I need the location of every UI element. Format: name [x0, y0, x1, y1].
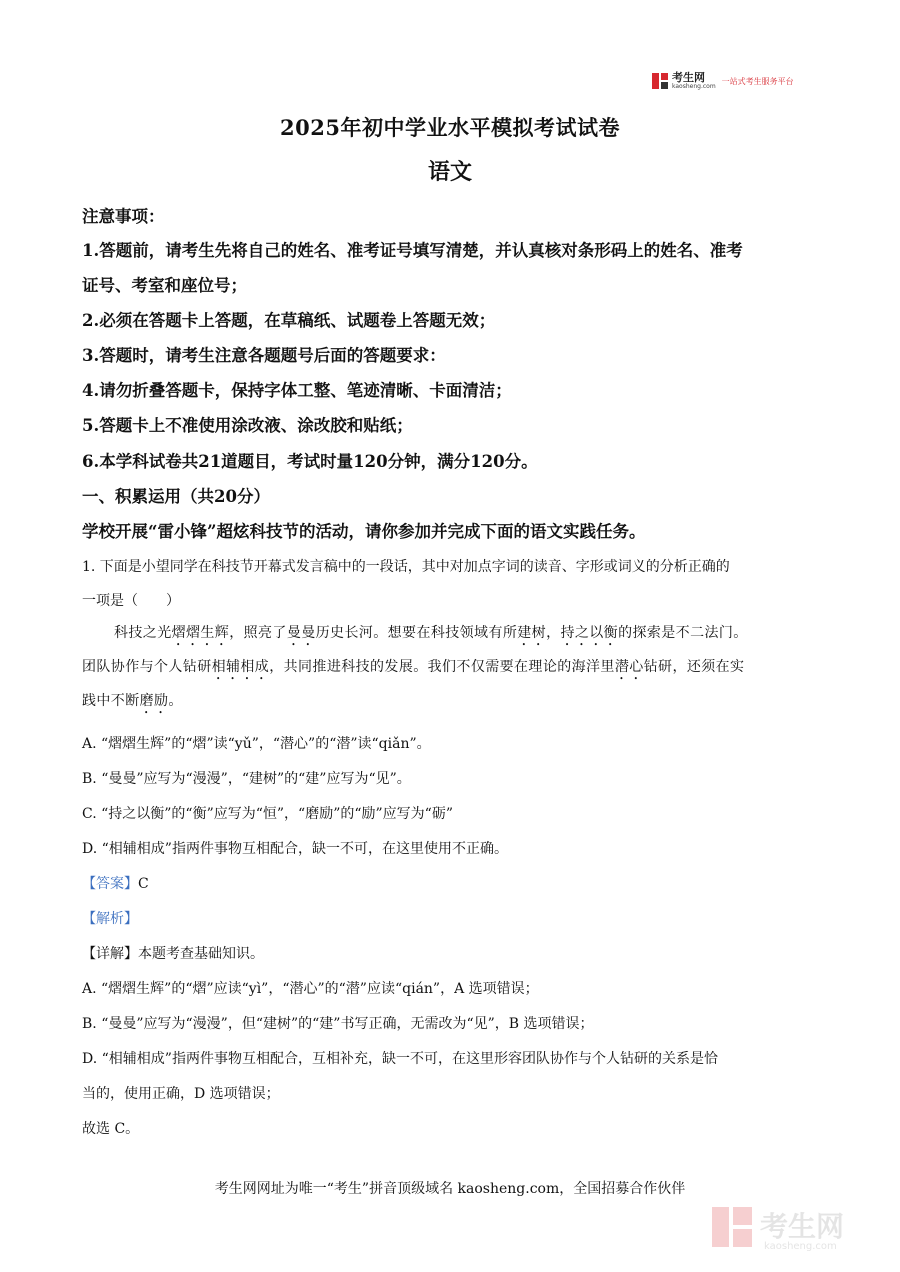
analysis-tag: 【解析】	[82, 911, 138, 927]
dotted-word: 曼曼	[286, 625, 316, 641]
option-b: B. “曼曼”应写为“漫漫”，“建树”的“建”应写为“见”。	[82, 771, 411, 787]
dotted-word: 熠熠生辉	[171, 625, 230, 641]
notice-item: 3.答题时，请考生注意各题题号后面的答题要求：	[82, 346, 446, 365]
dotted-word: 持之以衡	[560, 625, 619, 641]
option-a: A. “熠熠生辉”的“熠”读“yǔ”，“潜心”的“潜”读“qiǎn”。	[82, 736, 431, 752]
answer-line	[82, 873, 822, 893]
option-d: D. “相辅相成”指两件事物互相配合，缺一不可，在这里使用不正确。	[82, 841, 508, 857]
dotted-word: 潜心	[614, 659, 644, 675]
notice-item: 1.答题前，请考生先将自己的姓名、准考证号填写清楚，并认真核对条形码上的姓名、准考	[82, 241, 743, 260]
logo-text	[672, 72, 716, 90]
task-intro: 学校开展“雷小锋”超炫科技节的活动，请你参加并完成下面的语文实践任务。	[82, 522, 646, 541]
footer-text: 考生网网址为唯一“考生”拼音顶级域名 kaosheng.com，全国招募合作伙伴	[214, 1181, 686, 1197]
logo-name: 考生网	[672, 71, 705, 84]
question-stem: 1. 下面是小望同学在科技节开幕式发言稿中的一段话，其中对加点字词的读音、字形或词义的分析正确的	[82, 559, 730, 575]
notice-item: 4.请勿折叠答题卡，保持字体工整、笔迹清晰、卡面清洁；	[82, 381, 512, 400]
passage-line: 科技之光熠熠生辉，照亮了曼曼历史长河。想要在科技领域有所建树，持之以衡的探索是不二法门。	[114, 625, 748, 641]
logo-slogan: 一站式考生服务平台	[721, 76, 794, 86]
detail-line: B. “曼曼”应写为“漫漫”，但“建树”的“建”书写正确，无需改为“见”，B 选项错误；	[82, 1016, 594, 1032]
notice-item: 2.必须在答题卡上答题，在草稿纸、试题卷上答题无效；	[82, 311, 496, 330]
notice-item: 5.答题卡上不准使用涂改液、涂改胶和贴纸；	[82, 416, 413, 435]
answer-value: C	[138, 876, 149, 892]
watermark	[712, 1205, 882, 1255]
detail-line: 故选 C。	[82, 1121, 140, 1137]
passage-line: 团队协作与个人钻研相辅相成，共同推进科技的发展。我们不仅需要在理论的海洋里潜心钻研，还须在实	[82, 659, 745, 675]
passage-line: 践中不断磨励。	[82, 693, 183, 709]
dotted-word: 磨励	[139, 693, 169, 709]
detail-line: D. “相辅相成”指两件事物互相配合，互相补充，缺一不可，在这里形容团队协作与个人钻研的关系是恰	[82, 1051, 718, 1067]
option-c: C. “持之以衡”的“衡”应写为“恒”，“磨励”的“励”应写为“砺”	[82, 806, 453, 822]
exam-subject: 语文	[427, 159, 472, 185]
notice-item: 6.本学科试卷共21道题目，考试时量120分钟，满分120分。	[82, 452, 538, 471]
notice-item: 证号、考室和座位号；	[82, 276, 247, 295]
answer-tag: 【答案】	[82, 876, 138, 892]
detail-line: 【详解】本题考查基础知识。	[82, 946, 264, 962]
detail-line: A. “熠熠生辉”的“熠”应读“yì”，“潜心”的“潜”应读“qián”，A 选项错误；	[82, 981, 539, 997]
kaosheng-logo-icon	[652, 73, 668, 89]
exam-title: 2025年初中学业水平模拟考试试卷	[280, 115, 620, 140]
watermark-logo-icon	[712, 1207, 752, 1247]
question-stem-cont: 一项是（ ）	[82, 593, 180, 609]
header-logo	[652, 70, 827, 92]
logo-domain: kaosheng.com	[672, 83, 716, 90]
watermark-name: 考生网	[760, 1210, 845, 1243]
dotted-word: 建树	[517, 625, 547, 641]
section-title: 一、积累运用（共20分）	[82, 487, 270, 506]
detail-line: 当的，使用正确，D 选项错误；	[82, 1086, 280, 1102]
dotted-word: 相辅相成	[211, 659, 270, 675]
notice-title: 注意事项：	[82, 207, 165, 226]
watermark-domain: kaosheng.com	[764, 1241, 837, 1252]
